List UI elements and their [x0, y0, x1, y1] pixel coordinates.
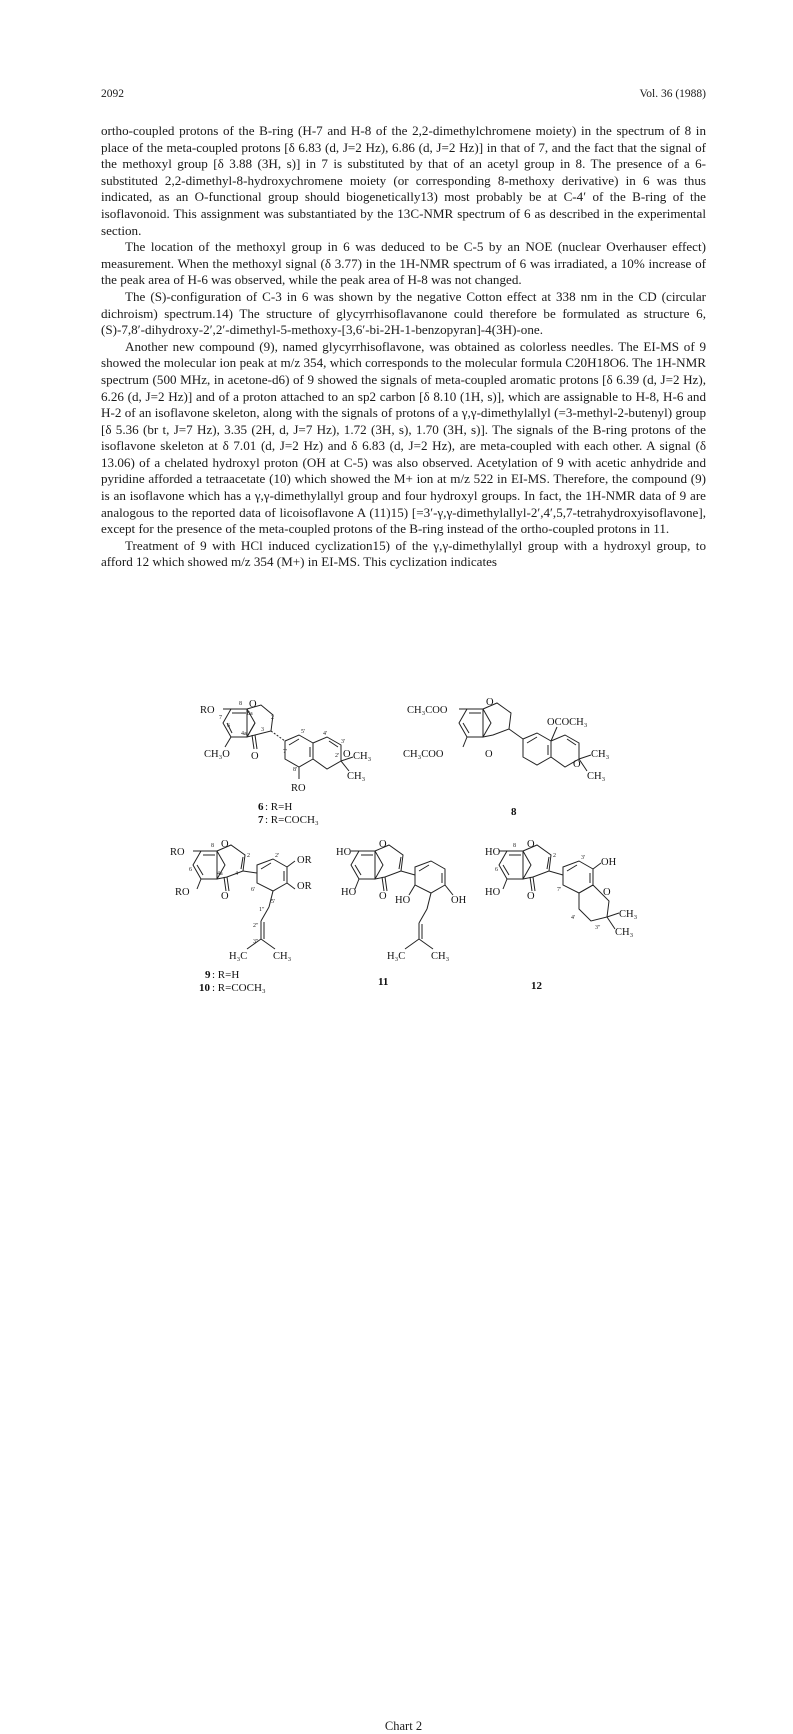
- atom-9-4a: 4a: [217, 871, 223, 877]
- label-11-h3c: H₃C: [387, 951, 406, 962]
- label-8-o-carbonyl: O: [485, 749, 493, 760]
- label-11-o-ring: O: [379, 839, 387, 850]
- label-10-number: 10: [199, 982, 210, 994]
- label-9-definition: : R=H: [212, 969, 240, 981]
- label-8-number: 8: [511, 806, 517, 818]
- paragraph-3: The (S)-configuration of C-3 in 6 was shown by the negative Cotton effect at 338 nm in the CD (circular dichroism) spectrum.14) The structure of glycyrrhisoflavanone could therefore be formulated as structure 6, (S)-7,8′-dihydroxy-2′,2′-dimethyl-5-methoxy-[3,6′-bi-2H-1-benzopyran]-4(3H)-one.: [101, 288, 706, 338]
- label-11-number: 11: [378, 976, 389, 988]
- label-6-o-ring: O: [249, 699, 257, 710]
- atom-9-6: 6: [189, 867, 192, 873]
- atom-9-2: 2: [247, 853, 250, 859]
- atom-9-6p: 6': [251, 887, 256, 893]
- atom-9-4: 4: [235, 871, 238, 877]
- label-12-oh: OH: [601, 857, 617, 868]
- label-11-o-carbonyl: O: [379, 891, 387, 902]
- label-12-ch3-b: CH₃: [615, 927, 634, 938]
- atom-9-5p: 5': [271, 899, 276, 905]
- label-12-number: 12: [531, 980, 542, 992]
- atom-6-4p: 4': [323, 731, 328, 737]
- atom-6-2: 2: [271, 715, 274, 721]
- page-number: 2092: [101, 88, 124, 100]
- label-12-o-pyran: O: [603, 887, 611, 898]
- label-6-ro-bottom: RO: [291, 783, 306, 794]
- label-8-ch3coo-top: CH₃COO: [407, 705, 448, 716]
- atom-6-6: 6: [227, 723, 230, 729]
- label-9-h3c: H₃C: [229, 951, 248, 962]
- atom-9-2pp: 2": [253, 923, 259, 929]
- label-9-ro-bottom: RO: [175, 887, 190, 898]
- chart-caption: Chart 2: [384, 1719, 423, 1733]
- label-9-or-2: OR: [297, 881, 312, 892]
- label-9-ch3: CH₃: [273, 951, 292, 962]
- label-11-ho-top: HO: [336, 847, 352, 858]
- label-12-ho-top: HO: [485, 847, 501, 858]
- label-6-ro-top: RO: [200, 705, 215, 716]
- label-6-o-chromene: O: [343, 749, 351, 760]
- label-8-ch3coo-left: CH₃COO: [403, 749, 444, 760]
- atom-6-8p: 8': [293, 767, 298, 773]
- label-7-definition: : R=COCH₃: [265, 814, 319, 826]
- label-6-ch3-b: CH₃: [347, 771, 366, 782]
- label-12-ch3-a: CH₃: [619, 909, 638, 920]
- body-text: [101, 123, 706, 571]
- structure-8: [459, 703, 591, 771]
- atom-6-3: 3: [261, 727, 264, 733]
- paragraph-2: The location of the methoxyl group in 6 was deduced to be C-5 by an NOE (nuclear Overhauser effect) measurement. When the methoxyl signal (δ 3.77) in the 1H-NMR spectrum of 6 was irradiated, a 10% increase of the peak area of H-6 was observed, while the peak area of H-8 was not changed.: [101, 239, 706, 288]
- chemical-structures-chart: [101, 695, 706, 1733]
- label-9-o-carbonyl: O: [221, 891, 229, 902]
- label-9-number: 9: [205, 969, 211, 981]
- paragraph-4: Another new compound (9), named glycyrrhisoflavone, was obtained as colorless needles. The EI-MS of 9 showed the molecular ion peak at m/z 354, which corresponds to the molecular formula C20H18O6. The 1H-NMR spectrum (500 MHz, in acetone-d6) of 9 showed the signals of meta-coupled aromatic protons [δ 6.39 (d, J=2 Hz), 6.26 (d, J=2 Hz)] and of a proton attached to an sp2 carbon [δ 8.10 (1H, s)], which are assignable to H-8, H-6 and H-2 of an isoflavone skeleton, along with the signals of protons of a γ,γ-dimethylallyl (=3-methyl-2-butenyl) group [δ 5.36 (br t, J=7 Hz), 3.35 (2H, d, J=7 Hz), 1.72 (3H, s), 1.70 (3H, s)]. The signals of the B-ring protons of the isoflavone skeleton at δ 7.01 (d, J=2 Hz) and δ 6.83 (d, J=2 Hz), are meta-coupled with each other. A signal (δ 13.06) of a chelated hydroxyl proton (OH at C-5) was also observed. Acetylation of 9 with acetic anhydride and pyridine afforded a tetraacetate (10) which showed the M+ ion at m/z 522 in EI-MS. Therefore, the compound (9) is an isoflavone which has a γ,γ-dimethylallyl group and four hydroxyl groups. In fact, the 1H-NMR data of 9 are analogous to the reported data of licoisoflavone A (11)15) [=3′-γ,γ-dimethylallyl-2′,4′,5,7-tetrahydroxyisoflavone], except for the presence of the meta-coupled protons of the B-ring instead of the ortho-coupled protons in 11.: [101, 338, 706, 537]
- atom-6-7p: 7': [283, 749, 288, 755]
- label-12-o-ring: O: [527, 839, 535, 850]
- structure-9-10: [193, 845, 295, 949]
- atom-6-8: 8: [239, 701, 242, 707]
- label-7-number: 7: [258, 814, 264, 826]
- label-9-ro-top: RO: [170, 847, 185, 858]
- atom-6-2p: 2': [335, 753, 340, 759]
- atom-12-2: 2: [553, 853, 556, 859]
- atom-6-7: 7: [219, 715, 222, 721]
- label-11-ch3: CH₃: [431, 951, 450, 962]
- label-8-o-chromene: O: [573, 759, 581, 770]
- atom-9-8: 8: [211, 843, 214, 849]
- label-12-ho-bottom: HO: [485, 887, 501, 898]
- volume-info: Vol. 36 (1988): [639, 88, 706, 100]
- atom-12-7p: 7': [557, 887, 562, 893]
- page-header: [101, 88, 706, 104]
- label-6-ch3-a: CH₃: [353, 751, 372, 762]
- structure-drawings: [101, 695, 706, 1030]
- label-9-o-ring: O: [221, 839, 229, 850]
- label-8-ch3-a: CH₃: [591, 749, 610, 760]
- atom-6-8a: 8a: [247, 711, 253, 717]
- paragraph-1: ortho-coupled protons of the B-ring (H-7 and H-8 of the 2,2-dimethylchromene moiety) in the spectrum of 8 in place of the meta-coupled protons [δ 6.83 (d, J=2 Hz), 6.86 (d, J=2 Hz)] in that of 7, and the fact that the signal of the methoxyl group [δ 3.88 (3H, s)] in 7 is substituted by that of an acetyl group in 8. The presence of a 6-substituted 2,2-dimethyl-8-hydroxychromene moiety (or corresponding 8-methoxy derivative) in 6 was thus indicated, as an O-functional group should biogenetically13) most probably be at C-4′ of the B-ring of the isoflavonoid. This assignment was substantiated by the 13C-NMR spectrum of 6 as described in the experimental section.: [101, 123, 706, 238]
- structure-6-7: [223, 705, 353, 779]
- label-9-or-1: OR: [297, 855, 312, 866]
- label-8-ococh3: OCOCH₃: [547, 717, 588, 728]
- paragraph-5: Treatment of 9 with HCl induced cyclization15) of the γ,γ-dimethylallyl group with a hydroxyl group, to afford 12 which showed m/z 354 (M+) in EI-MS. This cyclization indicates: [101, 537, 706, 570]
- label-12-o-carbonyl: O: [527, 891, 535, 902]
- atom-12-6: 6: [495, 867, 498, 873]
- atom-9-3pp: 3": [253, 939, 259, 945]
- atom-9-2p: 2': [275, 853, 280, 859]
- atom-9-1pp: 1": [259, 907, 265, 913]
- label-11-ho-bottom: HO: [341, 887, 357, 898]
- label-11-ho-b: HO: [395, 895, 411, 906]
- atom-12-3pp: 3": [595, 925, 601, 931]
- label-10-definition: : R=COCH₃: [212, 982, 266, 994]
- label-11-oh-b: OH: [451, 895, 467, 906]
- label-8-ch3-b: CH₃: [587, 771, 606, 782]
- label-8-o-ring: O: [486, 697, 494, 708]
- label-6-ch3o: CH₃O: [204, 749, 230, 760]
- label-6-definition: : R=H: [265, 801, 293, 813]
- atom-12-3p: 3': [581, 855, 586, 861]
- atom-12-8: 8: [513, 843, 516, 849]
- atom-6-4a: 4a: [241, 731, 247, 737]
- atom-6-3p: 3': [341, 739, 346, 745]
- label-6-o-carbonyl: O: [251, 751, 259, 762]
- label-6-number: 6: [258, 801, 264, 813]
- atom-12-4p: 4': [571, 915, 576, 921]
- atom-6-5p: 5': [301, 729, 306, 735]
